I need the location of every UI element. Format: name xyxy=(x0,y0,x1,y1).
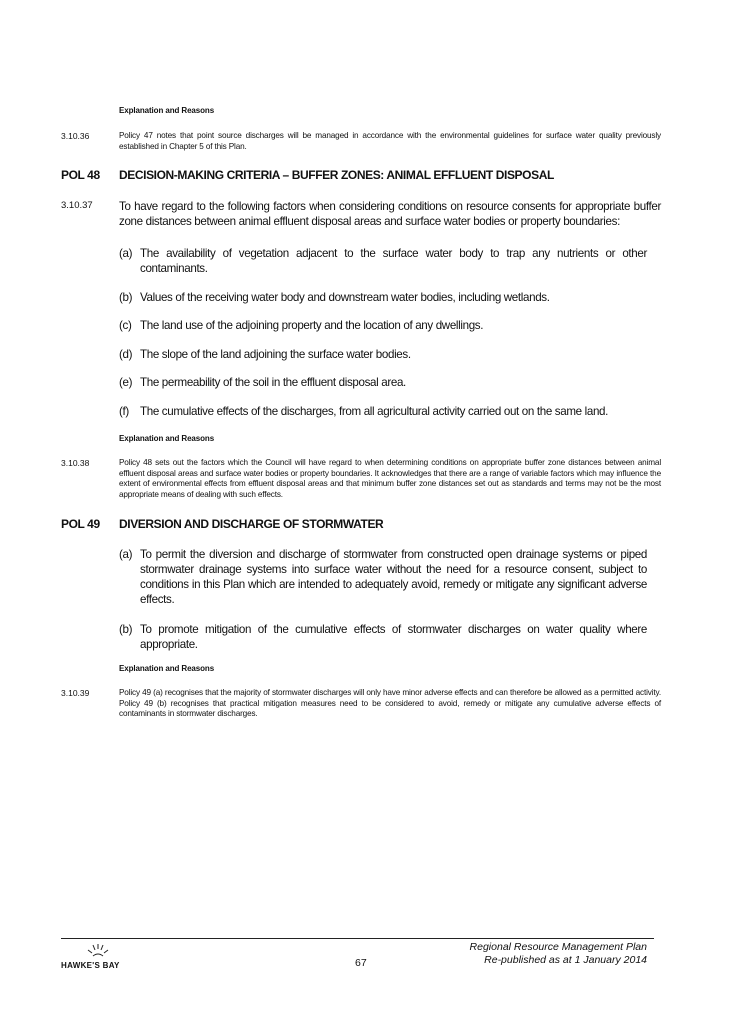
list-item-label: (b) xyxy=(119,623,133,636)
explanation-heading-1: Explanation and Reasons xyxy=(119,106,215,115)
explanation-heading-3: Explanation and Reasons xyxy=(119,664,215,673)
footer-title-line-2: Re-published as at 1 January 2014 xyxy=(484,954,647,966)
paragraph-number: 3.10.38 xyxy=(61,458,90,468)
explanation-heading-2: Explanation and Reasons xyxy=(119,434,215,443)
policy-title: DIVERSION AND DISCHARGE OF STORMWATER xyxy=(119,517,384,531)
list-item-text: The permeability of the soil in the effluent disposal area. xyxy=(140,376,406,389)
policy-48-heading xyxy=(61,168,554,182)
list-item-label: (c) xyxy=(119,319,132,332)
paragraph-3-10-39 xyxy=(61,688,661,722)
page-number: 67 xyxy=(355,957,367,969)
paragraph-number: 3.10.39 xyxy=(61,688,90,698)
paragraph-text: Policy 49 (a) recognises that the majority of stormwater discharges will only have minor adverse effects and can therefore be allowed as a permitted activity. Policy 49 (b) recognises that practical mitigation measures need to be considered to avoid, remedy or mitigate any cumulative adverse effects of contaminants in stormwater discharges. xyxy=(119,688,661,718)
list-item-text: The slope of the land adjoining the surface water bodies. xyxy=(140,348,411,361)
footer-divider xyxy=(61,938,654,939)
policy-title: DECISION-MAKING CRITERIA – BUFFER ZONES: ANIMAL EFFLUENT DISPOSAL xyxy=(119,168,554,182)
list-item-text: The land use of the adjoining property and the location of any dwellings. xyxy=(140,319,484,332)
policy-code: POL 49 xyxy=(61,517,100,531)
footer-title-line-1: Regional Resource Management Plan xyxy=(469,941,647,953)
list-item-label: (f) xyxy=(119,405,129,418)
paragraph-text: Policy 47 notes that point source discharges will be managed in accordance with the environmental guidelines for surface water quality previously established in Chapter 5 of this Plan. xyxy=(119,131,661,151)
paragraph-3-10-36 xyxy=(61,131,661,155)
policy-code: POL 48 xyxy=(61,168,100,182)
paragraph-text: Policy 48 sets out the factors which the Council will have regard to when determining conditions on appropriate buffer zone distances between animal effluent disposal areas and surface water bodies or property boundaries. It acknowledges that there are a range of variable factors which may influence the extent of environmental effects from effluent disposal areas and that minimum buffer zone distances set out as standards and terms may not be the most appropriate means of dealing with such effects. xyxy=(119,458,661,499)
list-item-label: (d) xyxy=(119,348,133,361)
paragraph-number: 3.10.37 xyxy=(61,200,93,211)
paragraph-3-10-37 xyxy=(61,199,661,231)
list-item-label: (e) xyxy=(119,376,133,389)
paragraph-text: To have regard to the following factors when considering conditions on resource consents for appropriate buffer zone distances between animal effluent disposal areas and surface water bodies or property boundaries: xyxy=(119,200,661,228)
logo-text: HAWKE'S BAY xyxy=(61,961,120,970)
list-item-text: Values of the receiving water body and downstream water bodies, including wetlands. xyxy=(140,291,550,304)
paragraph-3-10-38 xyxy=(61,458,661,503)
list-item-label: (b) xyxy=(119,291,133,304)
policy-49-heading xyxy=(61,517,383,531)
list-item-text: To promote mitigation of the cumulative effects of stormwater discharges on water quality where appropriate. xyxy=(140,623,647,651)
hawkes-bay-logo-icon xyxy=(61,942,141,976)
list-item-label: (a) xyxy=(119,247,133,260)
paragraph-number: 3.10.36 xyxy=(61,131,90,141)
list-item-text: The cumulative effects of the discharges, from all agricultural activity carried out on the same land. xyxy=(140,405,609,418)
list-item-label: (a) xyxy=(119,548,133,561)
footer-document-title xyxy=(470,941,647,967)
list-item-text: To permit the diversion and discharge of stormwater from constructed open drainage systems or piped stormwater drainage systems into surface water without the need for a resource consent, subject to conditions in this Plan which are intended to adequately avoid, remedy or mitigate any significant adverse effects. xyxy=(140,548,647,606)
list-item-text: The availability of vegetation adjacent to the surface water body to trap any nutrients or other contaminants. xyxy=(140,247,647,275)
